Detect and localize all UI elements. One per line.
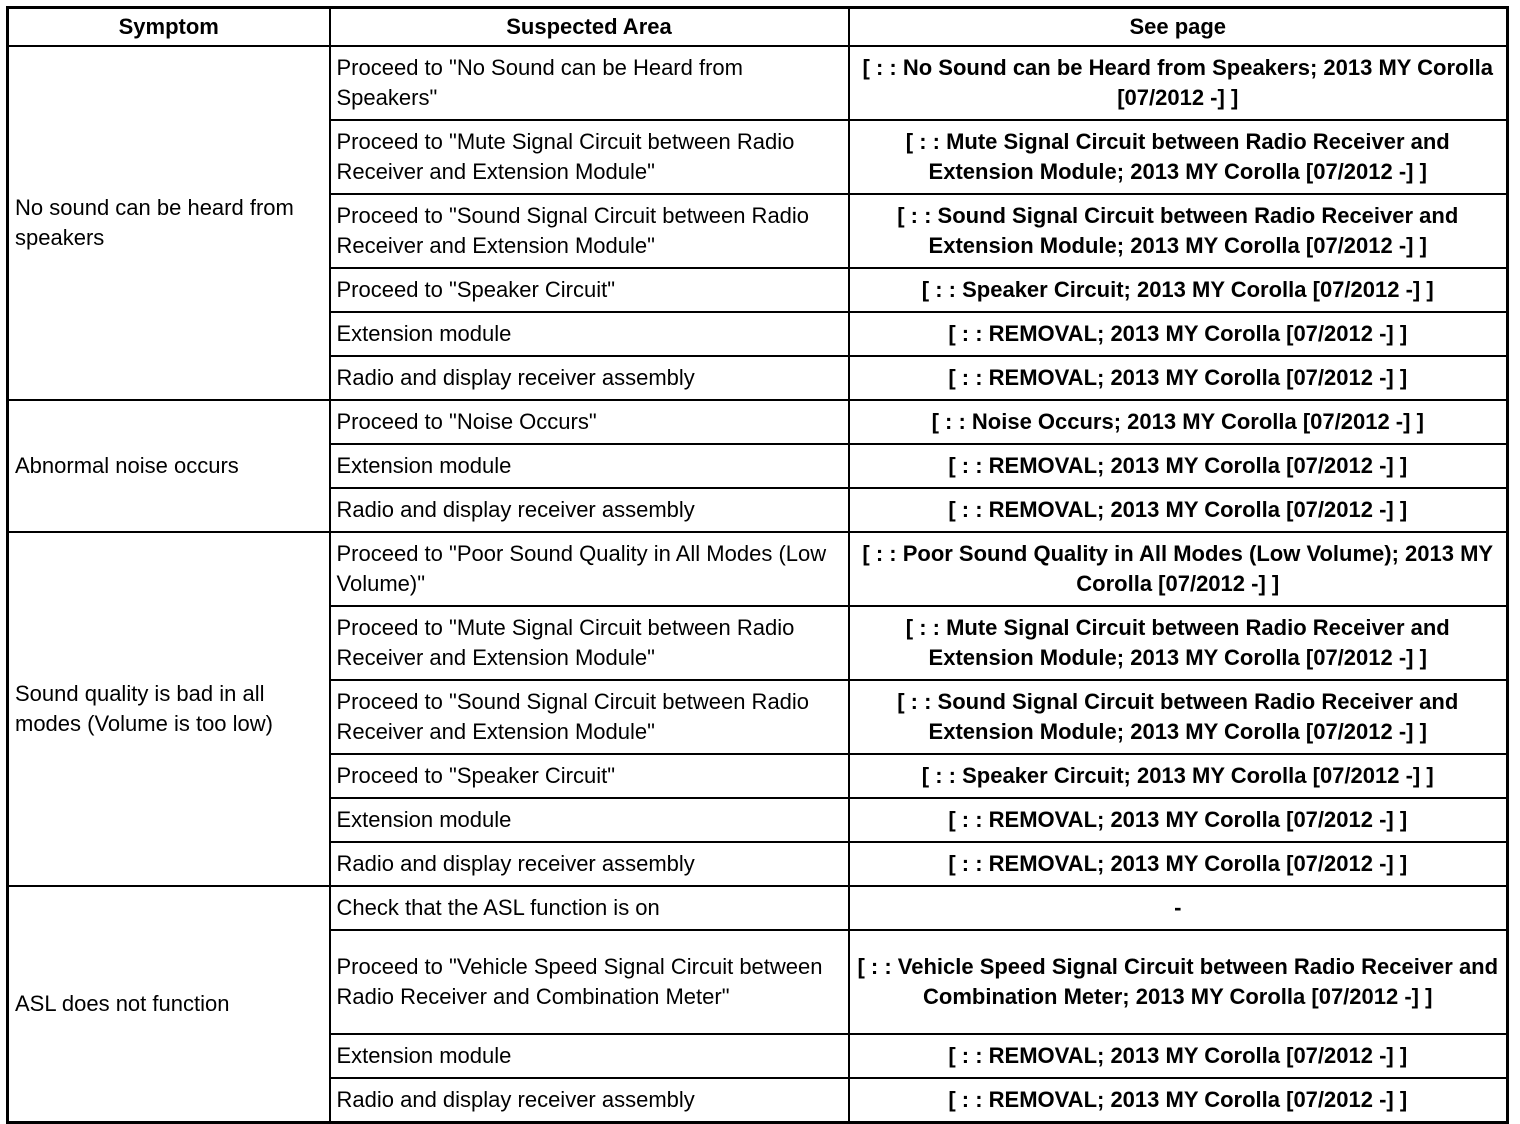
see-page-link[interactable]: [ : : Sound Signal Circuit between Radio Receiver and Extension Module; 2013 MY Corolla [07/2012 -] ] [849,194,1508,268]
see-page-link[interactable]: [ : : REMOVAL; 2013 MY Corolla [07/2012 -] ] [849,1034,1508,1078]
suspected-area-cell: Radio and display receiver assembly [330,842,849,886]
suspected-area-cell: Proceed to "Mute Signal Circuit between Radio Receiver and Extension Module" [330,120,849,194]
see-page-link[interactable]: [ : : Mute Signal Circuit between Radio Receiver and Extension Module; 2013 MY Corolla [07/2012 -] ] [849,120,1508,194]
suspected-area-cell: Extension module [330,1034,849,1078]
suspected-area-cell: Proceed to "No Sound can be Heard from Speakers" [330,46,849,120]
header-see-page: See page [849,8,1508,47]
table-row [8,532,1508,606]
table-row [8,46,1508,120]
see-page-link[interactable]: [ : : Sound Signal Circuit between Radio Receiver and Extension Module; 2013 MY Corolla [07/2012 -] ] [849,680,1508,754]
table-row [8,886,1508,930]
suspected-area-cell: Proceed to "Sound Signal Circuit between Radio Receiver and Extension Module" [330,194,849,268]
table-row [8,400,1508,444]
table-body [8,46,1508,1123]
see-page-link[interactable]: [ : : REMOVAL; 2013 MY Corolla [07/2012 -] ] [849,842,1508,886]
suspected-area-cell: Proceed to "Speaker Circuit" [330,754,849,798]
header-row [8,8,1508,47]
suspected-area-cell: Extension module [330,444,849,488]
suspected-area-cell: Proceed to "Sound Signal Circuit between Radio Receiver and Extension Module" [330,680,849,754]
suspected-area-cell: Proceed to "Mute Signal Circuit between Radio Receiver and Extension Module" [330,606,849,680]
suspected-area-cell: Proceed to "Speaker Circuit" [330,268,849,312]
see-page-link[interactable]: [ : : Vehicle Speed Signal Circuit between Radio Receiver and Combination Meter; 2013 MY Corolla [07/2012 -] ] [849,930,1508,1034]
symptom-cell: Sound quality is bad in all modes (Volume is too low) [8,532,330,886]
see-page-link[interactable]: [ : : REMOVAL; 2013 MY Corolla [07/2012 -] ] [849,444,1508,488]
see-page-link[interactable]: [ : : REMOVAL; 2013 MY Corolla [07/2012 -] ] [849,798,1508,842]
see-page-link: - [849,886,1508,930]
suspected-area-cell: Check that the ASL function is on [330,886,849,930]
see-page-link[interactable]: [ : : Poor Sound Quality in All Modes (Low Volume); 2013 MY Corolla [07/2012 -] ] [849,532,1508,606]
see-page-link[interactable]: [ : : REMOVAL; 2013 MY Corolla [07/2012 -] ] [849,488,1508,532]
see-page-link[interactable]: [ : : Noise Occurs; 2013 MY Corolla [07/2012 -] ] [849,400,1508,444]
symptom-cell: Abnormal noise occurs [8,400,330,532]
see-page-link[interactable]: [ : : REMOVAL; 2013 MY Corolla [07/2012 -] ] [849,356,1508,400]
suspected-area-cell: Extension module [330,798,849,842]
problem-symptoms-sheet [6,6,1509,1124]
problem-symptoms-table [6,6,1509,1124]
symptom-cell: No sound can be heard from speakers [8,46,330,400]
see-page-link[interactable]: [ : : REMOVAL; 2013 MY Corolla [07/2012 -] ] [849,1078,1508,1123]
symptom-cell: ASL does not function [8,886,330,1123]
suspected-area-cell: Proceed to "Vehicle Speed Signal Circuit between Radio Receiver and Combination Meter" [330,930,849,1034]
suspected-area-cell: Radio and display receiver assembly [330,1078,849,1123]
suspected-area-cell: Radio and display receiver assembly [330,356,849,400]
header-suspected-area: Suspected Area [330,8,849,47]
see-page-link[interactable]: [ : : Speaker Circuit; 2013 MY Corolla [07/2012 -] ] [849,754,1508,798]
header-symptom: Symptom [8,8,330,47]
see-page-link[interactable]: [ : : REMOVAL; 2013 MY Corolla [07/2012 -] ] [849,312,1508,356]
suspected-area-cell: Radio and display receiver assembly [330,488,849,532]
see-page-link[interactable]: [ : : Mute Signal Circuit between Radio Receiver and Extension Module; 2013 MY Corolla [07/2012 -] ] [849,606,1508,680]
see-page-link[interactable]: [ : : No Sound can be Heard from Speakers; 2013 MY Corolla [07/2012 -] ] [849,46,1508,120]
suspected-area-cell: Extension module [330,312,849,356]
see-page-link[interactable]: [ : : Speaker Circuit; 2013 MY Corolla [07/2012 -] ] [849,268,1508,312]
suspected-area-cell: Proceed to "Poor Sound Quality in All Modes (Low Volume)" [330,532,849,606]
suspected-area-cell: Proceed to "Noise Occurs" [330,400,849,444]
